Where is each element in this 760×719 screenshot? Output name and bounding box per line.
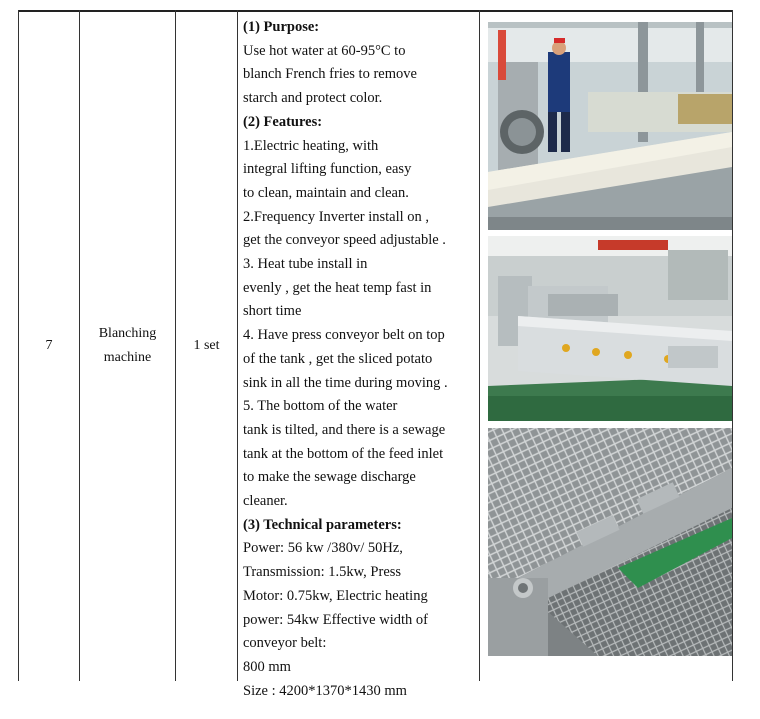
description-line: short time <box>243 303 302 320</box>
description-line: Motor: 0.75kw, Electric heating <box>243 587 428 604</box>
description-line: 2.Frequency Inverter install on , <box>243 208 430 225</box>
description-line: Use hot water at 60-95°C to <box>243 42 406 59</box>
description-line: to clean, maintain and clean. <box>243 184 409 201</box>
item-description <box>243 16 477 703</box>
description-line: starch and protect color. <box>243 90 383 107</box>
description-heading: (3) Technical parameters: <box>243 516 402 533</box>
column-divider <box>479 10 480 681</box>
description-line: sink in all the time during moving . <box>243 374 448 391</box>
description-line: of the tank , get the sliced potato <box>243 350 433 367</box>
description-line: blanch French fries to remove <box>243 66 417 83</box>
description-line: 3. Heat tube install in <box>243 256 368 273</box>
description-line: conveyor belt: <box>243 635 327 652</box>
description-line: 4. Have press conveyor belt on top <box>243 327 445 344</box>
item-name-line: Blanching <box>98 325 157 341</box>
description-heading: (1) Purpose: <box>243 19 320 35</box>
equipment-table <box>18 10 733 699</box>
description-line: 5. The bottom of the water <box>243 398 398 415</box>
description-line: cleaner. <box>243 493 288 510</box>
column-divider <box>732 10 733 681</box>
description-heading: (2) Features: <box>243 113 323 130</box>
description-line: integral lifting function, easy <box>243 161 412 178</box>
column-divider <box>237 10 238 681</box>
item-quantity-cell <box>176 10 237 681</box>
item-number: 7 <box>45 337 53 353</box>
description-line: tank is tilted, and there is a sewage <box>243 421 446 438</box>
description-line: tank at the bottom of the feed inlet <box>243 445 444 462</box>
description-line: 800 mm <box>243 658 291 675</box>
description-line: get the conveyor speed adjustable . <box>243 232 446 249</box>
machine-photo-3 <box>488 428 732 656</box>
description-line: Transmission: 1.5kw, Press <box>243 564 402 581</box>
description-line: to make the sewage discharge <box>243 469 416 486</box>
machine-photo-1-image <box>488 22 732 230</box>
description-line: evenly , get the heat temp fast in <box>243 279 432 296</box>
description-line: 1.Electric heating, with <box>243 137 379 154</box>
item-name-cell <box>80 10 175 681</box>
machine-photo-2-image <box>488 236 732 421</box>
description-line: Size : 4200*1370*1430 mm <box>243 682 407 699</box>
description-line: power: 54kw Effective width of <box>243 611 428 628</box>
machine-photo-2 <box>488 236 732 421</box>
machine-photo-1 <box>488 22 732 230</box>
item-name-line: machine <box>103 349 152 365</box>
item-number-cell <box>19 10 79 681</box>
description-line: Power: 56 kw /380v/ 50Hz, <box>243 540 403 557</box>
item-quantity: 1 set <box>193 337 220 353</box>
machine-photo-3-image <box>488 428 732 656</box>
